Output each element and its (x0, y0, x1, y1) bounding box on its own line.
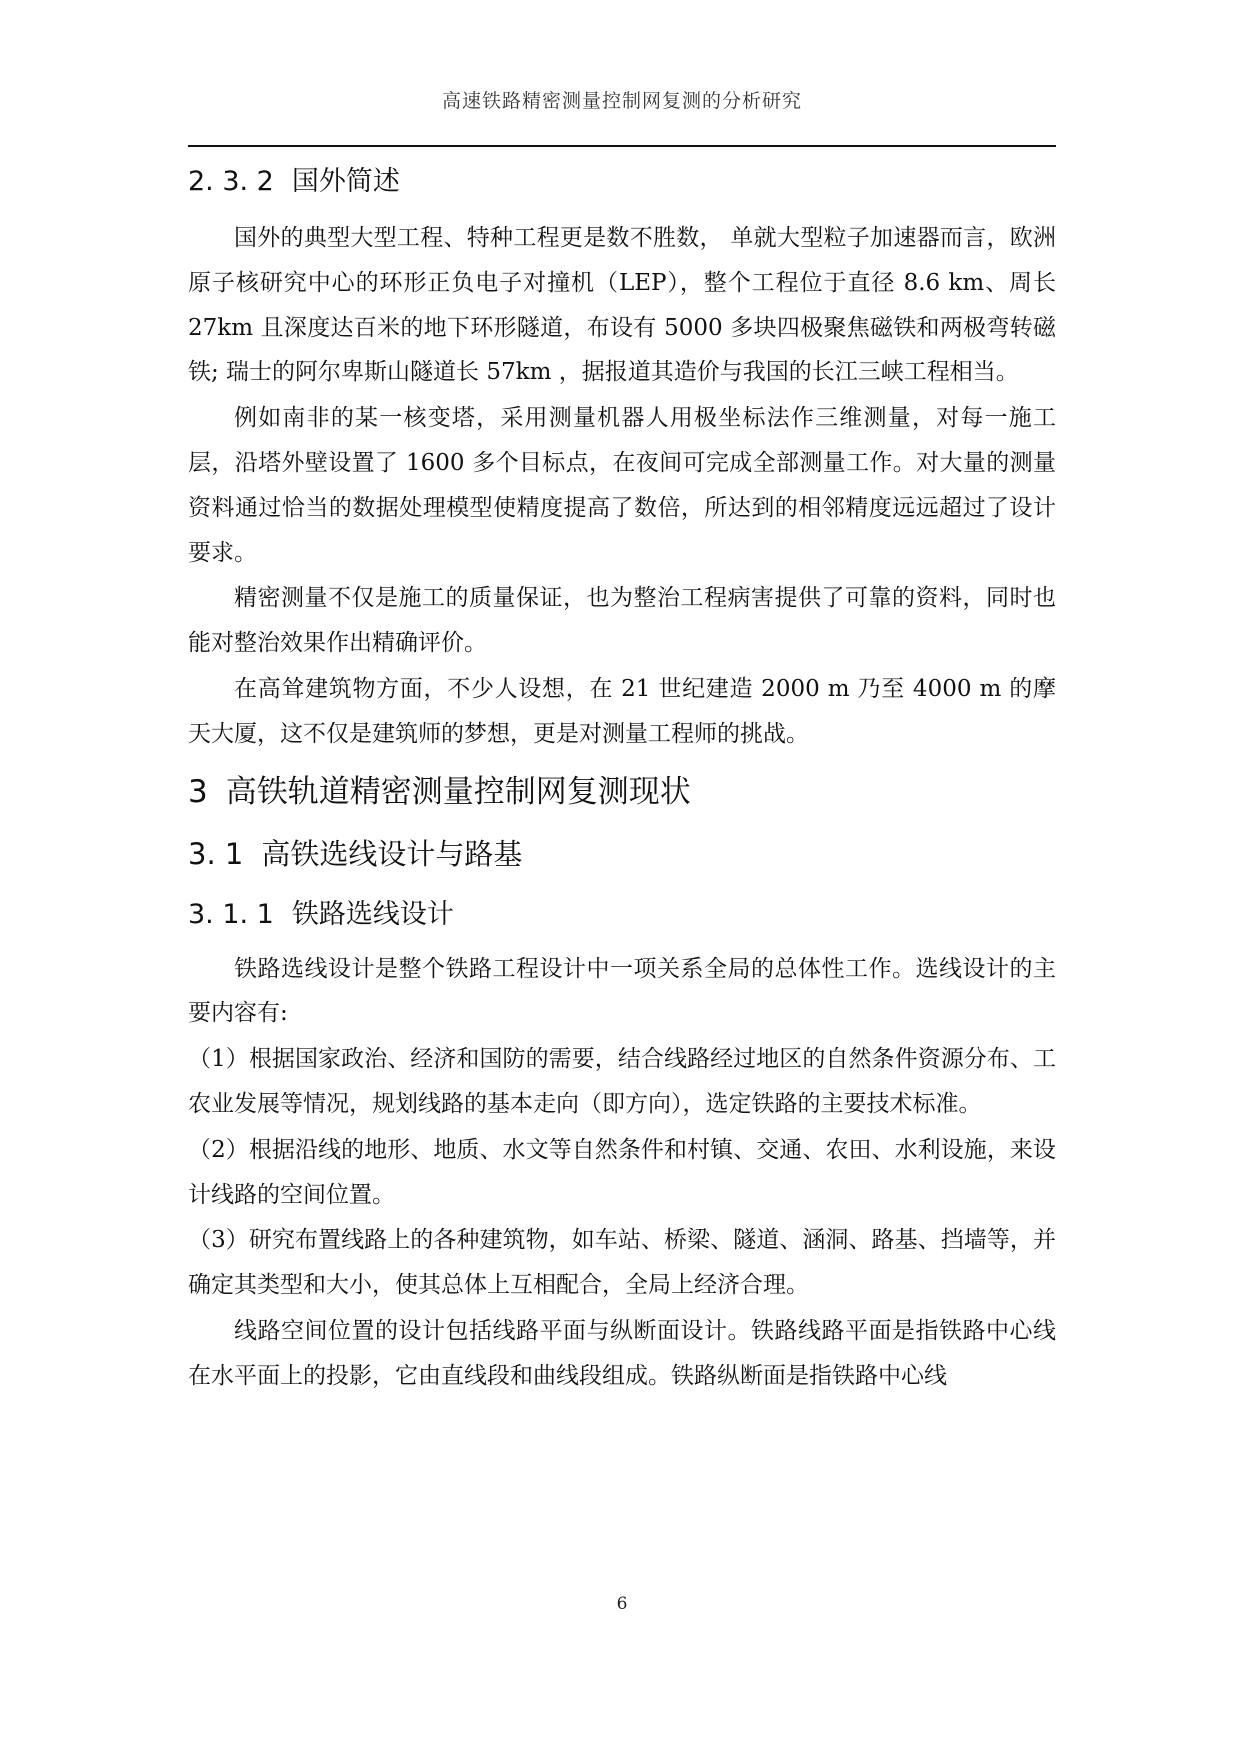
chapter-number: 3 (188, 773, 208, 810)
paragraph: 国外的典型大型工程、特种工程更是数不胜数， 单就大型粒子加速器而言，欧洲原子核研究中心的环形正负电子对撞机（LEP），整个工程位于直径 8.6 km、周长 27km 且深度达百米的地下环形隧道，布设有 5000 多块四极聚焦磁铁和两极弯转磁铁; 瑞士的阿尔卑斯山隧道长 57km ，据报道其造价与我国的长江三峡工程相当。 (188, 225, 1056, 386)
list-item: （2）根据沿线的地形、地质、水文等自然条件和村镇、交通、农田、水利设施，来设计线路的空间位置。 (188, 1136, 1056, 1208)
paragraph: 线路空间位置的设计包括线路平面与纵断面设计。铁路线路平面是指铁路中心线在水平面上的投影，它由直线段和曲线段组成。铁路纵断面是指铁路中心线 (188, 1317, 1056, 1389)
section-heading-2-3-2 (188, 160, 1056, 204)
header-rule (188, 145, 1056, 147)
section-heading-3-1-1 (188, 893, 1056, 937)
chapter-heading-3 (188, 767, 1056, 817)
section-title: 国外简述 (291, 166, 400, 197)
list-item: （3）研究布置线路上的各种建筑物，如车站、桥梁、隧道、涵洞、路基、挡墙等，并确定其类型和大小，使其总体上互相配合，全局上经济合理。 (188, 1227, 1056, 1299)
list-item: （1）根据国家政治、经济和国防的需要，结合线路经过地区的自然条件资源分布、工农业发展等情况，规划线路的基本走向（即方向），选定铁路的主要技术标准。 (188, 1046, 1056, 1117)
paragraph: 在高耸建筑物方面，不少人设想，在 21 世纪建造 2000 m 乃至 4000 m 的摩天大厦，这不仅是建筑师的梦想，更是对测量工程师的挑战。 (188, 675, 1056, 747)
paragraph: 精密测量不仅是施工的质量保证，也为整治工程病害提供了可靠的资料，同时也能对整治效果作出精确评价。 (188, 585, 1056, 657)
chapter-title: 高铁轨道精密测量控制网复测现状 (225, 773, 691, 810)
page-content (188, 160, 1056, 1400)
paragraph: 铁路选线设计是整个铁路工程设计中一项关系全局的总体性工作。选线设计的主要内容有: (188, 955, 1056, 1027)
section-number: 3. 1. 1 (188, 898, 274, 930)
paragraph: 例如南非的某一核变塔，采用测量机器人用极坐标法作三维测量，对每一施工层，沿塔外壁设置了 1600 多个目标点，在夜间可完成全部测量工作。对大量的测量资料通过恰当的数据处理模型使精度提高了数倍，所达到的相邻精度远远超过了设计要求。 (188, 405, 1056, 566)
section-title: 铁路选线设计 (291, 898, 454, 930)
running-header: 高速铁路精密测量控制网复测的分析研究 (441, 90, 802, 112)
section-heading-3-1 (188, 831, 1056, 877)
section-title: 高铁选线设计与路基 (261, 836, 523, 871)
section-number: 2. 3. 2 (188, 166, 274, 197)
page-number: 6 (616, 1594, 628, 1614)
section-number: 3. 1 (188, 836, 244, 871)
